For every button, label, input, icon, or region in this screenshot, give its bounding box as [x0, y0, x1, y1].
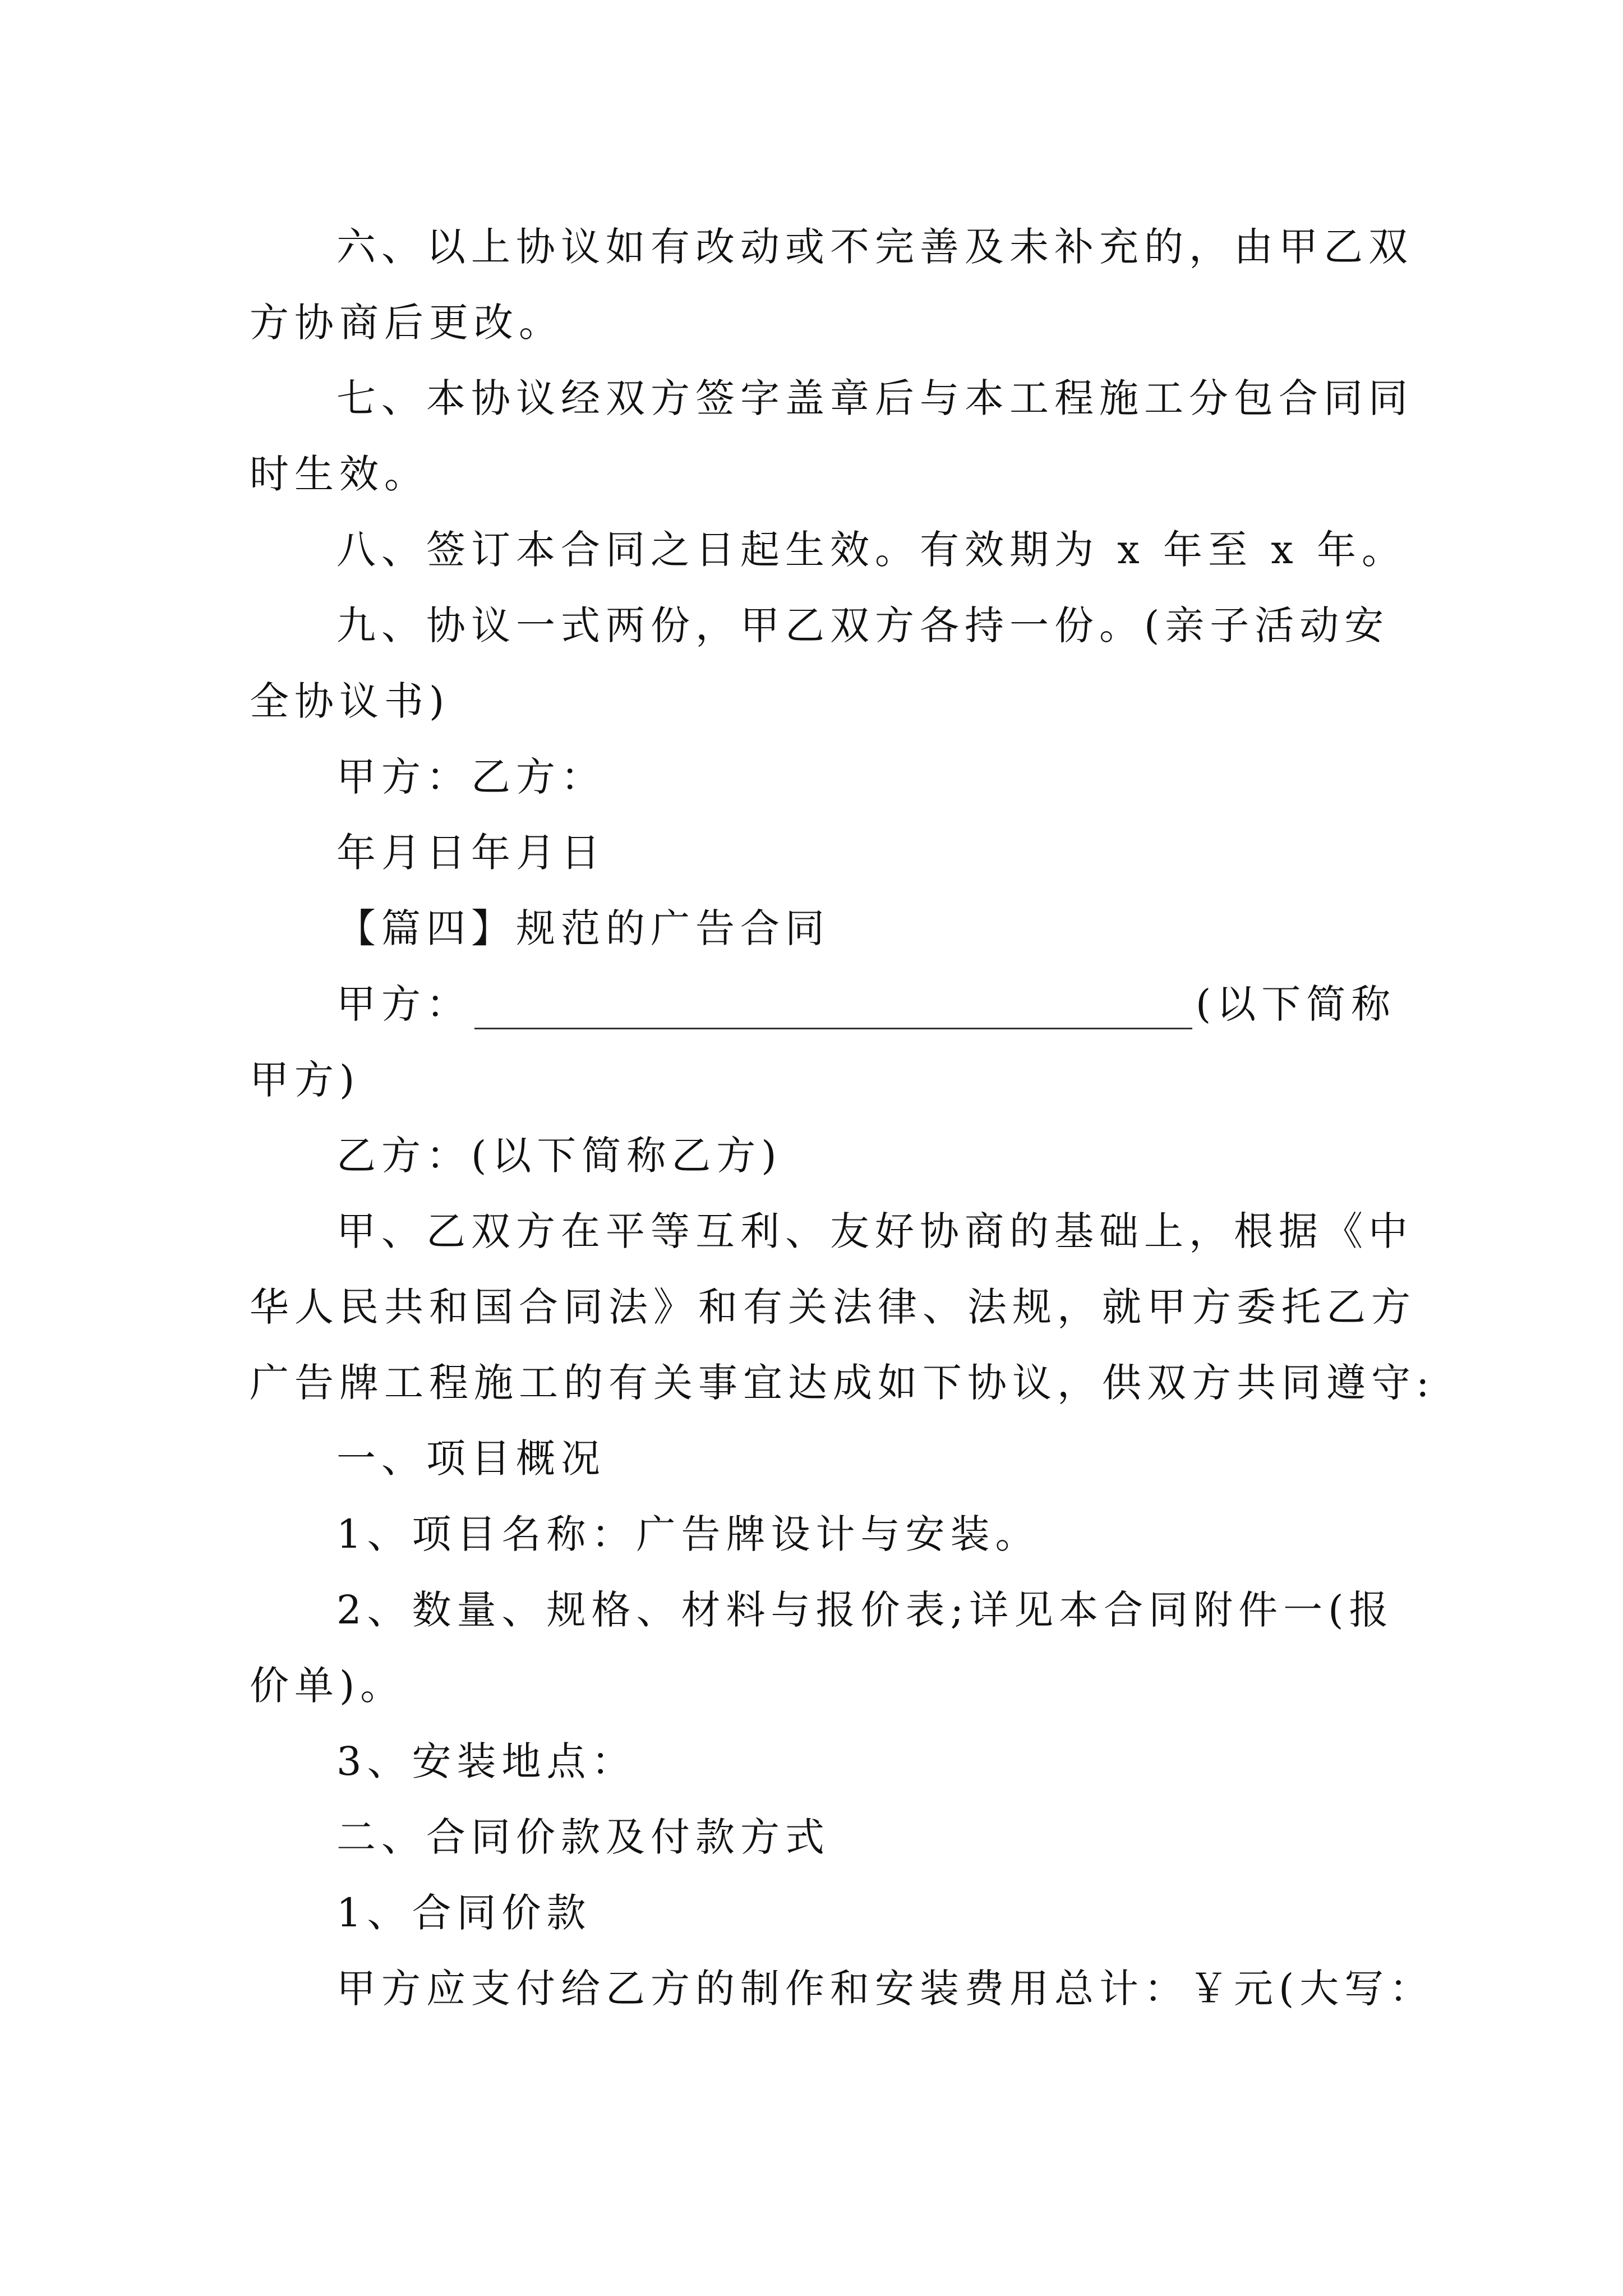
- party-a-label: 甲方：: [336, 981, 471, 1027]
- item-1-2-line-2: 价单)。: [250, 1663, 405, 1709]
- item-2-1: 1、合同价款: [336, 1890, 592, 1936]
- party-a-blank: [474, 994, 1192, 1029]
- item-1-3: 3、安装地点：: [336, 1738, 637, 1784]
- preamble-line-2: 华人民共和国合同法》和有关法律、法规，就甲方委托乙方: [250, 1284, 1416, 1330]
- paragraph-8: 八、签订本合同之日起生效。有效期为 x 年至 x 年。: [336, 527, 1407, 573]
- section-1-heading: 一、项目概况: [336, 1435, 606, 1481]
- paragraph-7-line-2: 时生效。: [250, 451, 429, 497]
- item-1-2-line-1: 2、数量、规格、材料与报价表;详见本合同附件一(报: [336, 1587, 1394, 1633]
- signature-dates: 年月日年月日: [336, 830, 606, 876]
- paragraph-6-line-1: 六、以上协议如有改动或不完善及未补充的，由甲乙双: [336, 224, 1413, 270]
- party-a-line: [336, 979, 1396, 1029]
- paragraph-6-line-2: 方协商后更改。: [250, 300, 564, 346]
- party-a-line-2: 甲方): [250, 1057, 361, 1103]
- section-heading-4: 【篇四】规范的广告合同: [336, 905, 830, 951]
- preamble-line-1: 甲、乙双方在平等互利、友好协商的基础上，根据《中: [336, 1208, 1413, 1254]
- payment-total-line: 甲方应支付给乙方的制作和安装费用总计：￥元(大写：: [336, 1966, 1435, 2012]
- paragraph-9-line-2: 全协议书): [250, 678, 450, 724]
- preamble-line-3: 广告牌工程施工的有关事宜达成如下协议，供双方共同遵守:: [250, 1360, 1435, 1406]
- section-2-heading: 二、合同价款及付款方式: [336, 1814, 830, 1860]
- item-1-1: 1、项目名称：广告牌设计与安装。: [336, 1511, 1040, 1557]
- paragraph-9-line-1: 九、协议一式两份，甲乙双方各持一份。(亲子活动安: [336, 602, 1390, 648]
- paragraph-7-line-1: 七、本协议经双方签字盖章后与本工程施工分包合同同: [336, 375, 1413, 421]
- party-a-suffix: (以下简称: [1196, 981, 1396, 1027]
- party-b-line: 乙方：(以下简称乙方): [336, 1133, 782, 1179]
- signature-parties: 甲方：乙方：: [336, 754, 606, 800]
